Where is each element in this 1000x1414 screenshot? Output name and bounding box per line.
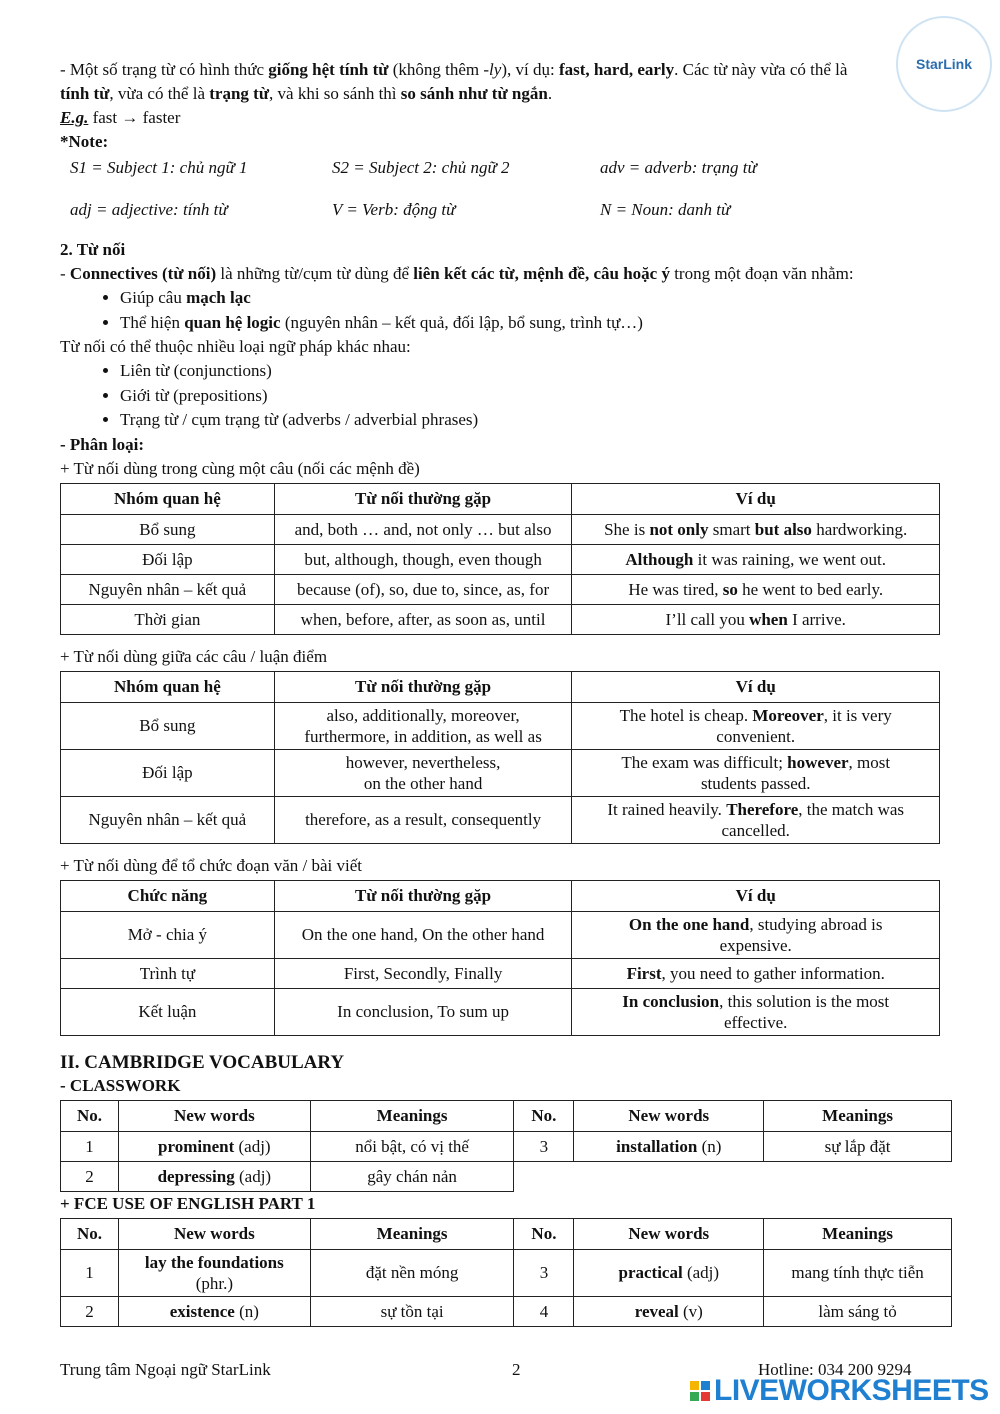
note-item: S2 = Subject 2: chủ ngữ 2 <box>332 158 510 177</box>
classwork-heading: - CLASSWORK <box>60 1075 181 1095</box>
note-label: *Note: <box>60 132 109 151</box>
table-header: No. <box>514 1218 574 1249</box>
table-row: Kết luận In conclusion, To sum up In conclusion, this solution is the most effective. <box>61 988 940 1035</box>
classify-heading: - Phân loại: <box>60 434 145 454</box>
table-row: 2 depressing (adj) gây chán nản <box>61 1161 952 1191</box>
notes-grid <box>70 154 940 224</box>
liveworksheets-grid-icon <box>690 1381 710 1401</box>
types-list <box>60 359 940 433</box>
connectives-between-sentences-table <box>60 671 940 844</box>
table-row: Nguyên nhân – kết quả because (of), so, due to, since, as, for He was tired, so he went to bed early. <box>61 574 940 604</box>
connectives-definition: - Connectives (từ nối) là những từ/cụm từ dùng để liên kết các từ, mệnh đề, câu hoặc ý trong một đoạn văn nhằm: <box>60 264 854 283</box>
table2-caption: + Từ nối dùng giữa các câu / luận điểm <box>60 646 328 666</box>
table-header: Meanings <box>310 1218 514 1249</box>
note-item: V = Verb: động từ <box>332 200 456 219</box>
fce-heading: + FCE USE OF ENGLISH PART 1 <box>60 1193 316 1213</box>
section-2-title: 2. Từ nối <box>60 240 126 259</box>
table-header: Nhóm quan hệ <box>61 671 275 702</box>
table-row: Thời gian when, before, after, as soon as, until I’ll call you when I arrive. <box>61 604 940 634</box>
connectives-within-sentence-table <box>60 483 940 635</box>
table-header: New words <box>574 1100 764 1131</box>
table-header: No. <box>514 1100 574 1131</box>
table-row: Đối lập however, nevertheless, on the other hand The exam was difficult; however, most students passed. <box>61 749 940 796</box>
fce-vocab-table <box>60 1218 952 1327</box>
table-header: Ví dụ <box>572 483 940 514</box>
note-item: S1 = Subject 1: chủ ngữ 1 <box>70 158 248 177</box>
table-header: No. <box>61 1100 119 1131</box>
list-item: • Giới từ (prepositions) <box>120 384 940 409</box>
table-header: New words <box>118 1100 310 1131</box>
list-item: • Giúp câu mạch lạc <box>120 286 940 311</box>
intro-line-1: - Một số trạng từ có hình thức giống hệt tính từ (không thêm -ly), ví dụ: fast, hard, early. Các từ này vừa có thể là <box>60 60 848 79</box>
list-item: • Liên từ (conjunctions) <box>120 359 940 384</box>
table-header: New words <box>118 1218 310 1249</box>
table-row: 1 lay the foundations (phr.) đặt nền móng 3 practical (adj) mang tính thực tiễn <box>61 1249 952 1296</box>
table-header: Ví dụ <box>572 880 940 911</box>
table-header: Meanings <box>764 1100 952 1131</box>
table-row: Trình tự First, Secondly, Finally First, you need to gather information. <box>61 958 940 988</box>
liveworksheets-text: LIVEWORKSHEETS <box>714 1374 989 1407</box>
table-row: 2 existence (n) sự tồn tại 4 reveal (v) làm sáng tỏ <box>61 1296 952 1326</box>
table-header: Meanings <box>764 1218 952 1249</box>
table-header: No. <box>61 1218 119 1249</box>
types-intro: Từ nối có thể thuộc nhiều loại ngữ pháp khác nhau: <box>60 337 411 356</box>
table-row: Nguyên nhân – kết quả therefore, as a result, consequently It rained heavily. Therefore, the match was cancelled. <box>61 796 940 843</box>
hotline: Hotline: 034 200 9294 <box>758 1360 912 1379</box>
table-row: 1 prominent (adj) nổi bật, có vị thế 3 installation (n) sự lắp đặt <box>61 1131 952 1161</box>
table-header: New words <box>574 1218 764 1249</box>
classwork-vocab-table <box>60 1100 952 1192</box>
note-item: N = Noun: danh từ <box>600 200 731 219</box>
table3-caption: + Từ nối dùng để tổ chức đoạn văn / bài viết <box>60 855 362 875</box>
liveworksheets-logo[interactable] <box>690 1374 989 1408</box>
table-header: Từ nối thường gặp <box>274 880 572 911</box>
table-row: Đối lập but, although, though, even though Although it was raining, we went out. <box>61 544 940 574</box>
vocab-title: II. CAMBRIDGE VOCABULARY <box>60 1051 345 1073</box>
table-row: Bổ sung and, both … and, not only … but also She is not only smart but also hardworking. <box>61 514 940 544</box>
example-line: E.g. fast → faster <box>60 108 181 127</box>
page-number: 2 <box>512 1360 521 1379</box>
intro-line-2: tính từ, vừa có thể là trạng từ, và khi so sánh thì so sánh như từ ngắn. <box>60 84 553 103</box>
list-item: • Trạng từ / cụm trạng từ (adverbs / adverbial phrases) <box>120 408 940 433</box>
table-header: Chức năng <box>61 880 275 911</box>
table-header: Từ nối thường gặp <box>274 671 572 702</box>
connectives-organizing-table <box>60 880 940 1036</box>
page-content <box>60 58 940 1327</box>
table-row: Bổ sung also, additionally, moreover, furthermore, in addition, as well as The hotel is cheap. Moreover, it is very convenient. <box>61 702 940 749</box>
note-item: adv = adverb: trạng từ <box>600 158 757 177</box>
logo-text: StarLink <box>915 56 972 72</box>
table-header: Ví dụ <box>572 671 940 702</box>
note-item: adj = adjective: tính từ <box>70 200 228 219</box>
table1-caption: + Từ nối dùng trong cùng một câu (nối các mệnh đề) <box>60 458 420 478</box>
table-header: Meanings <box>310 1100 514 1131</box>
footer-center-name: Trung tâm Ngoại ngữ StarLink <box>60 1360 271 1379</box>
list-item: • Thể hiện quan hệ logic (nguyên nhân – kết quả, đối lập, bổ sung, trình tự…) <box>120 311 940 336</box>
table-header: Nhóm quan hệ <box>61 483 275 514</box>
table-row: Mở - chia ý On the one hand, On the other hand On the one hand, studying abroad is expensive. <box>61 911 940 958</box>
purpose-list <box>60 286 940 335</box>
table-header: Từ nối thường gặp <box>274 483 572 514</box>
